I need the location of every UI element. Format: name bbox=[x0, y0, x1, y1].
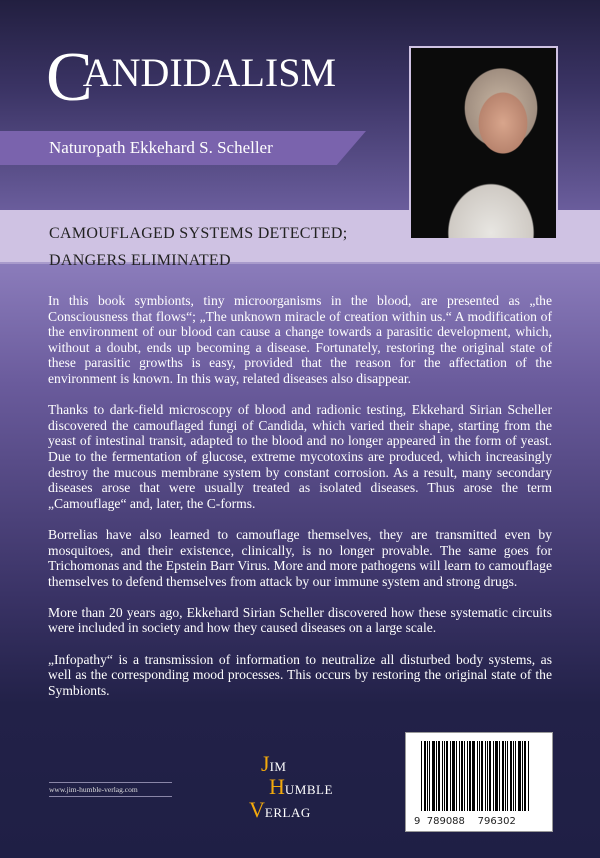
barcode-bar bbox=[524, 741, 526, 811]
logo-umble: UMBLE bbox=[284, 782, 333, 797]
barcode-bar bbox=[472, 741, 475, 811]
barcode-bar bbox=[485, 741, 486, 811]
paragraph: Thanks to dark-field microscopy of blood and radionic testing, Ekkehard Sirian Scheller discovered the camouflaged fungi of Candida, which varied their shape, starting from the yeast of intestinal transit, adapted to the blood and no longer appeared in the form of yeast. Due to the fermentation of glucose, extreme mycotoxins are produced, which increasingly destroy the mucous membrane system by constant corrosion. As a result, many secondary diseases arose that were usually treated as isolated diseases. Thus arose the term „Camouflage“ and, later, the C-forms. bbox=[48, 402, 552, 511]
subtitle-line-1: CAMOUFLAGED SYSTEMS DETECTED; bbox=[49, 225, 348, 242]
barcode-bars bbox=[421, 741, 551, 811]
paragraph: Borrelias have also learned to camouflage themselves, they are transmitted even by mosquitoes, and their existence, clinically, is no longer provable. The same goes for Trichomonas and the Epstein Barr Virus. More and more pathogens will learn to camouflage themselves to defend themselves from attack by our immune system and strong drugs. bbox=[48, 526, 552, 589]
barcode-left-digits: 789088 bbox=[426, 816, 465, 827]
logo-h: H bbox=[269, 775, 285, 798]
barcode-bar bbox=[421, 741, 422, 811]
paragraph: More than 20 years ago, Ekkehard Sirian Scheller discovered how these systematic circuits were included in society and how they caused diseases on a large scale. bbox=[48, 604, 552, 636]
barcode-bar bbox=[442, 741, 443, 811]
barcode-bar bbox=[481, 741, 483, 811]
barcode-bar bbox=[429, 741, 430, 811]
barcode-bar bbox=[487, 741, 488, 811]
barcode-bar bbox=[438, 741, 440, 811]
barcode-bar bbox=[444, 741, 445, 811]
title-initial: C bbox=[46, 39, 93, 116]
barcode-bar bbox=[467, 741, 468, 811]
book-title bbox=[46, 38, 337, 116]
publisher-logo bbox=[247, 752, 367, 821]
barcode-bar bbox=[469, 741, 471, 811]
barcode-bar bbox=[513, 741, 514, 811]
subtitle-line-2: DANGERS ELIMINATED bbox=[49, 252, 231, 269]
barcode-bar bbox=[432, 741, 435, 811]
barcode-bar bbox=[507, 741, 508, 811]
logo-j: J bbox=[261, 752, 270, 775]
barcode-bar bbox=[528, 741, 529, 811]
logo-v: V bbox=[249, 798, 265, 821]
title-rest: ANDIDALISM bbox=[82, 50, 337, 95]
barcode-number bbox=[414, 816, 516, 828]
barcode-bar bbox=[450, 741, 451, 811]
barcode-first-digit: 9 bbox=[414, 816, 421, 827]
subtitle bbox=[49, 220, 348, 274]
isbn-barcode bbox=[405, 732, 553, 832]
paragraph: „Infopathy“ is a transmission of information to neutralize all disturbed body systems, as well as the corresponding mood processes. This occurs by restoring the original state of the Symbionts. bbox=[48, 651, 552, 698]
barcode-bar bbox=[427, 741, 428, 811]
barcode-bar bbox=[510, 741, 512, 811]
barcode-bar bbox=[461, 741, 463, 811]
author-name: Naturopath Ekkehard S. Scheller bbox=[49, 138, 273, 157]
barcode-bar bbox=[499, 741, 500, 811]
logo-row-verlag bbox=[247, 798, 367, 821]
paragraph: In this book symbionts, tiny microorganisms in the blood, are presented as „the Consciousness that flows“; „The unknown miracle of creation within us.“ A modification of the environment of our blood can cause a change towards a parasitic development, which, without a doubt, ends up becoming a disease. Fortunately, restoring the original state of these parasitic growths is easy, provided that the reason for the affectation of the environment is known. In this way, related diseases also disappear. bbox=[48, 293, 552, 386]
barcode-bar bbox=[459, 741, 460, 811]
publisher-url: www.jim-humble-verlag.com bbox=[49, 782, 172, 797]
barcode-bar bbox=[493, 741, 494, 811]
barcode-bar bbox=[452, 741, 455, 811]
barcode-bar bbox=[522, 741, 523, 811]
logo-row-humble bbox=[247, 775, 367, 798]
barcode-bar bbox=[495, 741, 498, 811]
barcode-bar bbox=[424, 741, 426, 811]
barcode-bar bbox=[515, 741, 516, 811]
barcode-bar bbox=[464, 741, 465, 811]
barcode-bar bbox=[477, 741, 478, 811]
barcode-bar bbox=[446, 741, 448, 811]
barcode-bar bbox=[456, 741, 457, 811]
barcode-right-digits: 796302 bbox=[477, 816, 516, 827]
logo-erlag: ERLAG bbox=[264, 805, 311, 820]
barcode-bar bbox=[489, 741, 491, 811]
blurb bbox=[48, 293, 552, 714]
barcode-bar bbox=[518, 741, 521, 811]
logo-row-jim bbox=[247, 752, 367, 775]
logo-im: IM bbox=[269, 759, 287, 774]
barcode-bar bbox=[502, 741, 504, 811]
barcode-bar bbox=[505, 741, 506, 811]
barcode-bar bbox=[479, 741, 480, 811]
barcode-bar bbox=[436, 741, 437, 811]
author-photo bbox=[409, 46, 558, 240]
